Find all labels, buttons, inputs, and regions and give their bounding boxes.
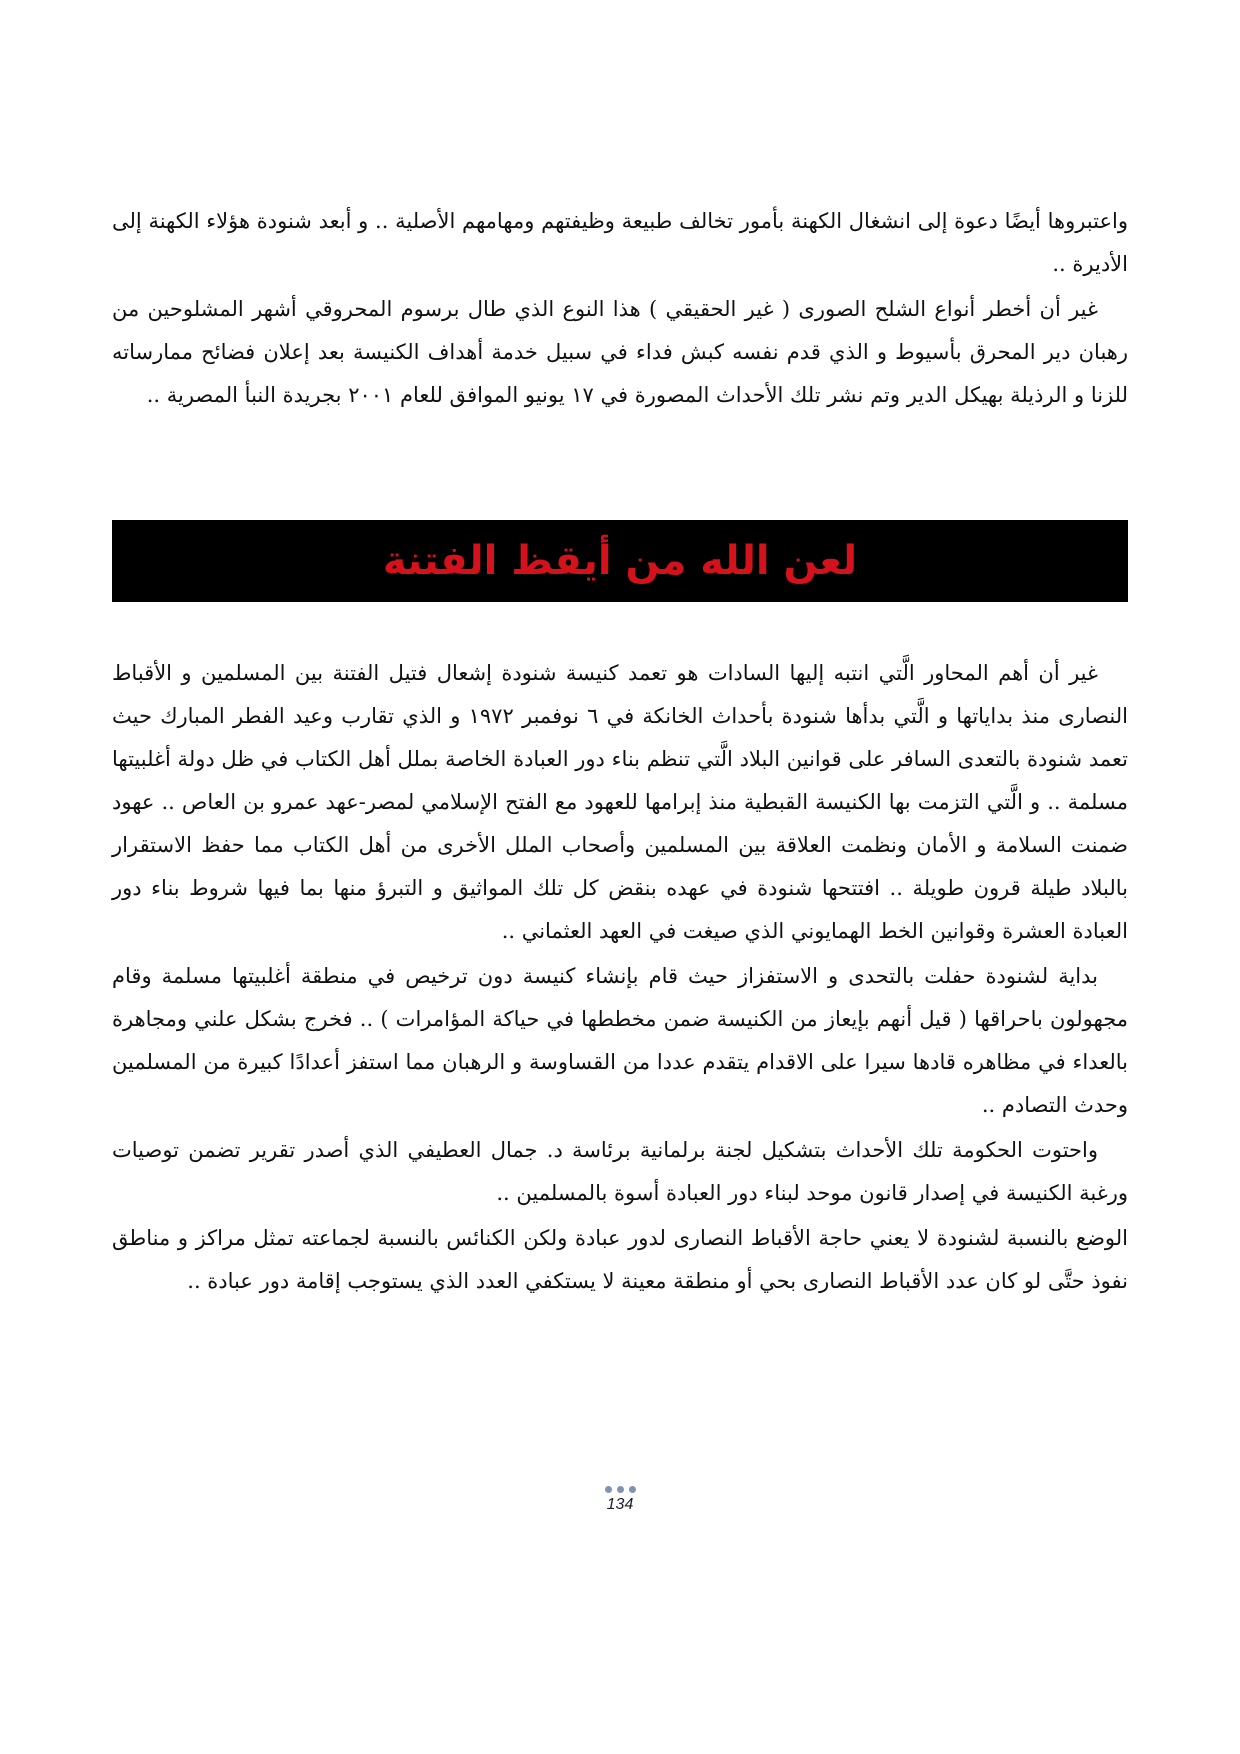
text-section-bottom [112, 652, 1128, 1305]
dots-ornament-icon [0, 1486, 1240, 1494]
paragraph: الوضع بالنسبة لشنودة لا يعني حاجة الأقباط النصارى لدور عبادة ولكن الكنائس بالنسبة لجماعته تمثل مراكز و مناطق نفوذ حتَّى لو كان عدد الأقباط النصارى بحي أو منطقة معينة لا يستكفي العدد الذي يستوجب إقامة دور عبادة .. [112, 1226, 1128, 1293]
text-section-top [112, 200, 1128, 419]
paragraph: واعتبروها أيضًا دعوة إلى انشغال الكهنة بأمور تخالف طبيعة وظيفتهم ومهامهم الأصلية .. و أبعد شنودة هؤلاء الكهنة إلى الأديرة .. [112, 209, 1128, 276]
dot-icon [629, 1486, 636, 1493]
page-footer [0, 1486, 1240, 1515]
paragraph: بداية لشنودة حفلت بالتحدى و الاستفزاز حيث قام بإنشاء كنيسة دون ترخيص في منطقة أغلبيتها مسلمة وقام مجهولون باحراقها ( قيل أنهم بإيعاز من الكنيسة ضمن مخططها في حياكة المؤامرات ) .. فخرج بشكل علني ومجاهرة بالعداء في مظاهره قادها سيرا على الاقدام يتقدم عددا من القساوسة و الرهبان مما استفز أعدادًا كبيرة من المسلمين وحدث التصادم .. [112, 964, 1128, 1117]
paragraph: واحتوت الحكومة تلك الأحداث بتشكيل لجنة برلمانية برئاسة د. جمال العطيفي الذي أصدر تقرير تضمن توصيات ورغبة الكنيسة في إصدار قانون موحد لبناء دور العبادة أسوة بالمسلمين .. [112, 1138, 1128, 1205]
page-number: 134 [606, 1496, 634, 1513]
dot-icon [617, 1486, 624, 1493]
paragraph: غير أن أهم المحاور الَّتي انتبه إليها السادات هو تعمد كنيسة شنودة إشعال فتيل الفتنة بين المسلمين و الأقباط النصارى منذ بداياتها و الَّتي بدأها شنودة بأحداث الخانكة في ٦ نوفمبر ١٩٧٢ و الذي تقارب وعيد الفطر المبارك حيث تعمد شنودة بالتعدى السافر على قوانين البلاد الَّتي تنظم بناء دور العبادة الخاصة بملل أهل الكتاب في ظل دولة أغلبيتها مسلمة .. و الَّتي التزمت بها الكنيسة القبطية منذ إبرامها للعهود مع الفتح الإسلامي لمصر-عهد عمرو بن العاص .. عهود ضمنت السلامة و الأمان ونظمت العلاقة بين المسلمين وأصحاب الملل الأخرى من أهل الكتاب مما حفظ الاستقرار بالبلاد طيلة قرون طويلة .. افتتحها شنودة في عهده بنقض كل تلك المواثيق و التبرؤ منها بما فيها شروط بناء دور العبادة العشرة وقوانين الخط الهمايوني الذي صيغت في العهد العثماني .. [112, 661, 1128, 943]
section-banner [112, 520, 1128, 602]
paragraph: غير أن أخطر أنواع الشلح الصورى ( غير الحقيقي ) هذا النوع الذي طال برسوم المحروقي أشهر المشلوحين من رهبان دير المحرق بأسيوط و الذي قدم نفسه كبش فداء في سبيل خدمة أهداف الكنيسة بعد إعلان فضائح ممارساته للزنا و الرذيلة بهيكل الدير وتم نشر تلك الأحداث المصورة في ١٧ يونيو الموافق للعام ٢٠٠١ بجريدة النبأ المصرية .. [112, 297, 1128, 407]
section-heading: لعن الله من أيقظ الفتنة [382, 538, 858, 584]
dot-icon [605, 1486, 612, 1493]
